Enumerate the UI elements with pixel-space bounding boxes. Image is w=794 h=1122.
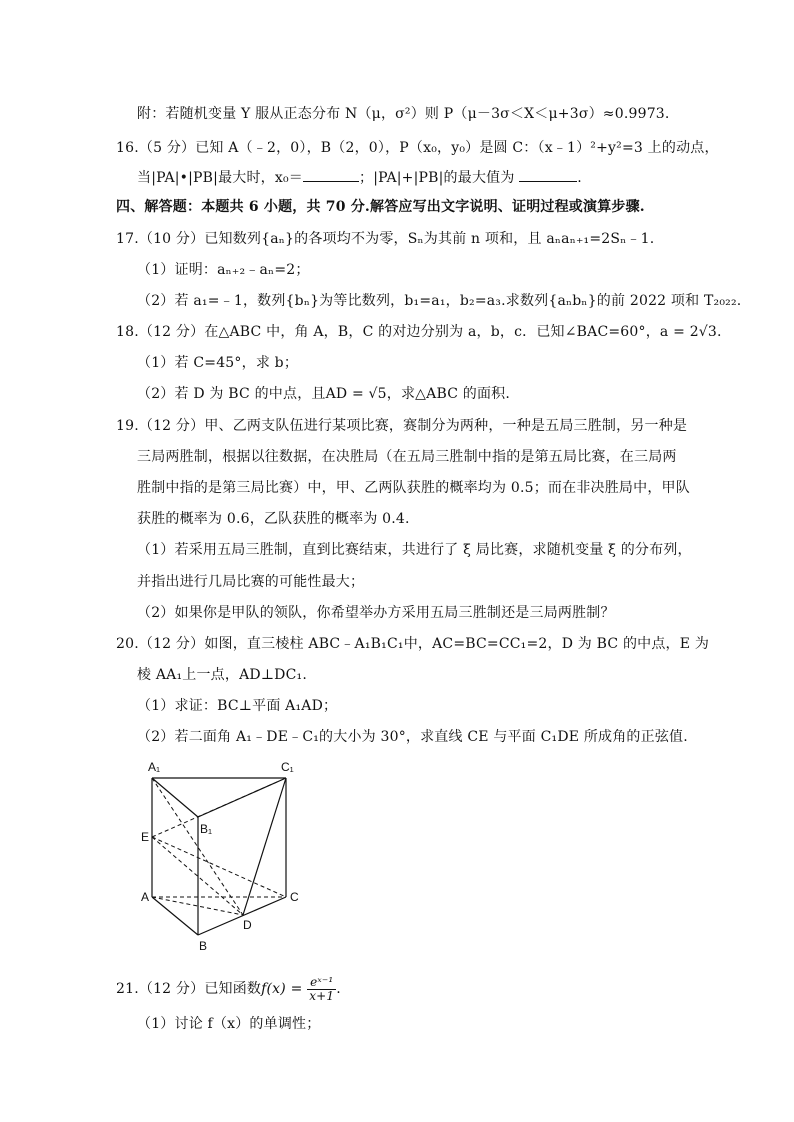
label-a1: A₁ (148, 760, 161, 774)
q16-part-2: ；|PA|+|PB|的最大值为 (359, 170, 515, 186)
label-c1: C₁ (281, 760, 294, 774)
label-b: B (199, 939, 208, 953)
label-b1: B₁ (200, 822, 213, 836)
edge-b-c (198, 897, 286, 935)
q21-fraction (307, 976, 336, 1003)
question-21 (116, 974, 341, 1004)
label-a: A (141, 890, 150, 904)
edge-a-b (152, 897, 198, 935)
q21-prefix: 21.（12 分）已知函数 (116, 981, 262, 997)
question-20-line-1: 20.（12 分）如图，直三棱柱 ABC﹣A₁B₁C₁中，AC=BC=CC₁=2，D 为 BC 的中点，E 为 (116, 636, 710, 652)
q21-function-name: f(x) = (261, 981, 303, 997)
question-18-part-1: （1）若 C=45°，求 b； (137, 355, 299, 371)
question-20-part-2: （2）若二面角 A₁﹣DE﹣C₁的大小为 30°，求直线 CE 与平面 C₁DE 所成角的正弦值. (137, 729, 688, 745)
q21-period: . (336, 981, 341, 997)
question-20-part-1: （1）求证：BC⊥平面 A₁AD； (137, 698, 338, 714)
q16-part-1: 当|PA|•|PB|最大时，x₀＝ (137, 170, 303, 186)
question-18: 18.（12 分）在△ABC 中，角 A，B，C 的对边分别为 a，b，c．已知∠BAC=60°，a = 2√3. (116, 324, 722, 340)
question-17: 17.（10 分）已知数列{aₙ}的各项均不为零，Sₙ为其前 n 项和，且 aₙaₙ₊₁=2Sₙ﹣1. (116, 231, 655, 247)
question-17-part-1: （1）证明：aₙ₊₂﹣aₙ=2； (137, 262, 310, 278)
hidden-line-e-c (152, 837, 286, 897)
question-16-line-2 (137, 166, 582, 188)
question-21-part-1: （1）讨论 f（x）的单调性； (137, 1016, 321, 1032)
q21-denominator: x+1 (309, 988, 335, 1003)
normal-distribution-note: 附：若随机变量 Y 服从正态分布 N（μ，σ²）则 P（μ－3σ＜X＜μ+3σ）≈0.9973. (137, 106, 670, 122)
question-20-line-2: 棱 AA₁上一点，AD⊥DC₁. (137, 667, 307, 683)
question-17-part-2: （2）若 a₁=﹣1，数列{bₙ}为等比数列，b₁=a₁，b₂=a₃.求数列{aₙbₙ}的前 2022 项和 T₂₀₂₂. (137, 293, 742, 309)
question-18-part-2: （2）若 D 为 BC 的中点，且AD = √5，求△ABC 的面积. (137, 386, 511, 402)
question-19-line-4: 获胜的概率为 0.6，乙队获胜的概率为 0.4. (137, 511, 410, 527)
q21-numerator: eˣ⁻¹ (307, 976, 336, 990)
section-4-heading: 四、解答题：本题共 6 小题，共 70 分.解答应写出文字说明、证明过程或演算步骤. (116, 199, 645, 215)
question-19-line-3: 胜制中指的是第三局比赛）中，甲、乙两队获胜的概率均为 0.5；而在非决胜局中，甲队 (137, 480, 690, 496)
question-19-line-2: 三局两胜制，根据以往数据，在决胜局（在五局三胜制中指的是第五局比赛，在三局两 (137, 449, 677, 465)
edge-c1-d (243, 778, 286, 915)
question-19-part-1-line-1: （1）若采用五局三胜制，直到比赛结束，共进行了 ξ 局比赛，求随机变量 ξ 的分布列， (137, 542, 692, 558)
q16-part-3: . (577, 170, 582, 186)
question-19-line-1: 19.（12 分）甲、乙两支队伍进行某项比赛，赛制分为两种，一种是五局三胜制，另一种是 (116, 418, 688, 434)
answer-blank-2 (519, 166, 577, 182)
label-e: E (141, 830, 150, 844)
prism-figure (135, 757, 310, 957)
question-19-part-2: （2）如果你是甲队的领队，你希望举办方采用五局三胜制还是三局两胜制？ (137, 605, 615, 621)
label-c: C (290, 890, 299, 904)
question-16-line-1: 16.（5 分）已知 A（﹣2，0），B（2，0），P（x₀，y₀）是圆 C：（x﹣1）²+y²=3 上的动点， (116, 140, 719, 156)
answer-blank-1 (303, 166, 359, 182)
question-19-part-1-line-2: 并指出进行几局比赛的可能性最大； (137, 574, 365, 590)
edge-a1-b1 (152, 778, 198, 817)
label-d: D (243, 918, 252, 932)
